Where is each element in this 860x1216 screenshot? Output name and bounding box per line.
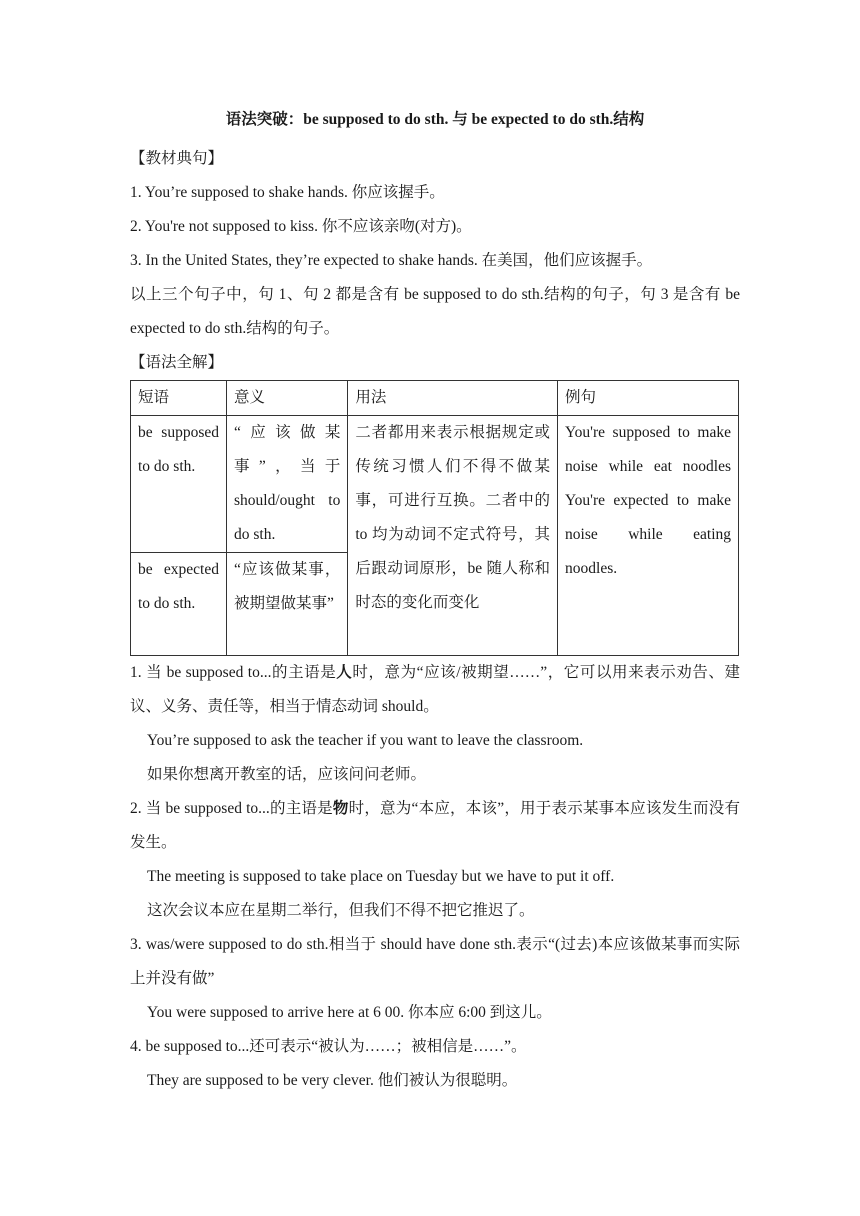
summary-paragraph: 以上三个句子中，句 1、句 2 都是含有 be supposed to do sth.结构的句子，句 3 是含有 be expected to do sth.结构的句子。 (130, 286, 740, 337)
section-heading-grammar: 【语法全解】 (130, 354, 224, 371)
page-title: 语法突破：be supposed to do sth. 与 be expected to do sth.结构 (225, 111, 645, 128)
table-cell-meaning-supposed: “应该做某事”，当于 should/ought to do sth. (227, 416, 348, 553)
table-header-example: 例句 (558, 381, 739, 416)
table-header-usage: 用法 (348, 381, 558, 416)
table-header-meaning: 意义 (227, 381, 348, 416)
table-header-phrase: 短语 (131, 381, 227, 416)
table-cell-example: You're supposed to make noise while eat noodles You're expected to make noise while eating noodles. (558, 416, 739, 656)
table-row (131, 416, 739, 553)
grammar-point-2-emphasis: 物 (332, 800, 349, 817)
grammar-point-2-example-en: The meeting is supposed to take place on Tuesday but we have to put it off. (147, 868, 615, 885)
grammar-point-4: 4. be supposed to...还可表示“被认为……；被相信是……”。 (130, 1038, 527, 1055)
document-page (130, 108, 740, 1098)
grammar-point-1-example-zh: 如果你想离开教室的话，应该问问老师。 (147, 766, 427, 783)
table-header-row (131, 381, 739, 416)
grammar-table (130, 380, 739, 656)
grammar-point-2-text-rest: 时，意为“本应，本该”，用于表示某事本应该发生而没有发生。 (130, 800, 740, 851)
grammar-point-2 (130, 792, 740, 860)
grammar-point-1-text-rest: 时，意为“应该/被期望……”，它可以用来表示劝告、建议、义务、责任等，相当于情态动词 should。 (130, 664, 740, 715)
section-heading-textbook-sentences: 【教材典句】 (130, 150, 224, 167)
grammar-point-1-emphasis: 人 (336, 664, 353, 681)
textbook-sentence-2: 2. You're not supposed to kiss. 你不应该亲吻(对方)。 (130, 218, 472, 235)
grammar-point-2-example-zh: 这次会议本应在星期二举行，但我们不得不把它推迟了。 (147, 902, 535, 919)
grammar-point-2-text: 2. 当 be supposed to...的主语是 (130, 800, 333, 817)
table-cell-meaning-expected: “应该做某事，被期望做某事” (227, 553, 348, 656)
grammar-point-4-example: They are supposed to be very clever. 他们被认为很聪明。 (147, 1072, 518, 1089)
table-cell-usage: 二者都用来表示根据规定或传统习惯人们不得不做某事，可进行互换。二者中的 to 均为动词不定式符号，其后跟动词原形，be 随人称和时态的变化而变化 (348, 416, 558, 656)
grammar-point-3-example: You were supposed to arrive here at 6 00. 你本应 6:00 到这儿。 (147, 1004, 552, 1021)
textbook-sentence-3: 3. In the United States, they’re expected to shake hands. 在美国，他们应该握手。 (130, 252, 653, 269)
grammar-point-1-example-en: You’re supposed to ask the teacher if you want to leave the classroom. (147, 732, 584, 749)
grammar-point-1-text: 1. 当 be supposed to...的主语是 (130, 664, 337, 681)
grammar-point-1 (130, 656, 740, 724)
table-cell-phrase-expected: be expected to do sth. (131, 553, 227, 656)
table-cell-phrase-supposed: be supposed to do sth. (131, 416, 227, 553)
textbook-sentence-1: 1. You’re supposed to shake hands. 你应该握手。 (130, 184, 445, 201)
grammar-point-3: 3. was/were supposed to do sth.相当于 should have done sth.表示“(过去)本应该做某事而实际上并没有做” (130, 936, 740, 987)
